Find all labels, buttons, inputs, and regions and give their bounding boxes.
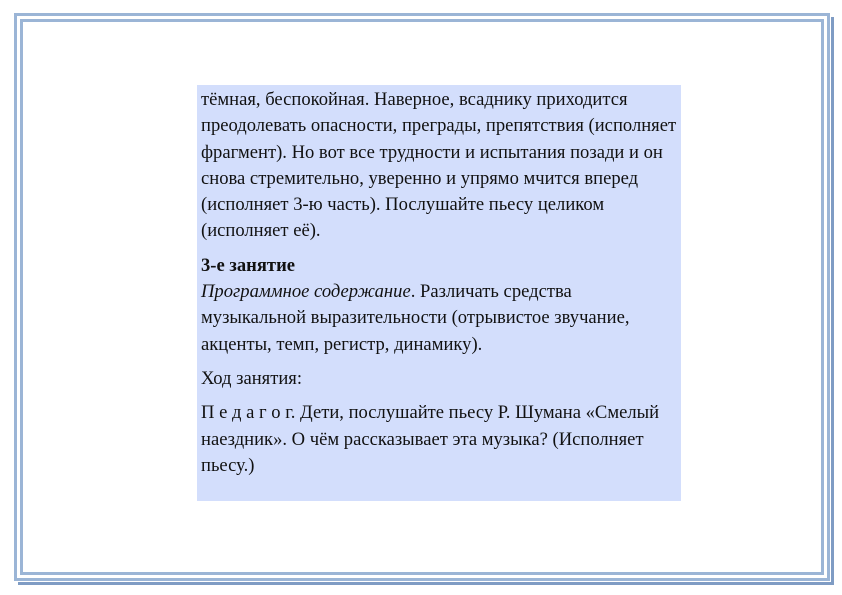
paragraph-story: тёмная, беспокойная. Наверное, всаднику приходится преодолевать опасности, преграды, препятствия (исполняет фрагмент). Но вот все трудности и испытания позади и он снова стремительно, уверенно и упрямо мчится вперед (исполняет 3-ю часть). Послушайте пьесу целиком (исполняет её). (201, 89, 677, 242)
lesson-course: Ход занятия: (201, 367, 303, 389)
teacher-paragraph (201, 400, 677, 479)
program-paragraph (201, 279, 677, 358)
program-label: Программное содержание (201, 281, 411, 303)
lesson-heading: 3-е занятие (201, 254, 296, 276)
teacher-text: . Дети, послушайте пьесу Р. Шумана «Смелый наездник». О чём рассказывает эта музыка? (Исполняет пьесу.) (201, 402, 660, 476)
teacher-label: П е д а г о г (201, 402, 291, 424)
text-block (197, 85, 681, 501)
program-text: . Различать средства музыкальной выразительности (отрывистое звучание, акценты, темп, регистр, динамику). (201, 281, 630, 355)
